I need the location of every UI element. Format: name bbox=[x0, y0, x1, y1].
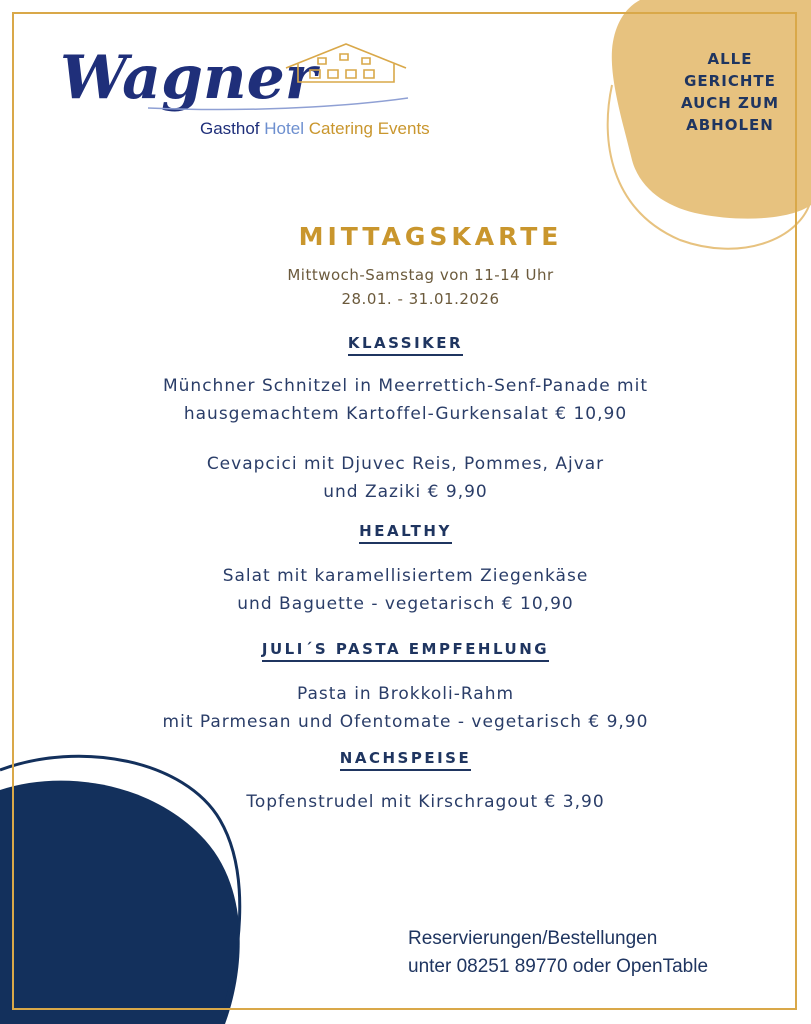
logo-wordmark: Wagner bbox=[60, 43, 317, 113]
gold-frame bbox=[12, 12, 797, 1010]
logo bbox=[58, 30, 448, 140]
badge-line: AUCH ZUM bbox=[680, 94, 780, 112]
dish-line: Münchner Schnitzel in Meerrettich-Senf-Panade mit bbox=[162, 376, 649, 396]
section-heading-nachspeise: NACHSPEISE bbox=[0, 749, 811, 767]
badge-line: GERICHTE bbox=[684, 72, 776, 90]
logo-graphic bbox=[58, 30, 448, 140]
menu-title: MITTAGSKARTE bbox=[298, 222, 563, 251]
dish-line: Cevapcici mit Djuvec Reis, Pommes, Ajvar bbox=[206, 454, 605, 474]
badge-line: ALLE bbox=[707, 50, 753, 68]
dish-line: Pasta in Brokkoli-Rahm bbox=[296, 684, 515, 704]
dish-line: Topfenstrudel mit Kirschragout € 3,90 bbox=[246, 792, 605, 812]
logo-tagline-gasthof: Gasthof bbox=[200, 119, 260, 138]
dish-line: und Baguette - vegetarisch € 10,90 bbox=[237, 594, 574, 614]
logo-tagline-hotel: Hotel bbox=[264, 119, 304, 138]
takeaway-badge bbox=[660, 48, 800, 136]
section-heading-klassiker: KLASSIKER bbox=[0, 334, 811, 352]
menu-hours: Mittwoch-Samstag von 11-14 Uhr bbox=[287, 266, 554, 284]
dish-salat bbox=[0, 562, 811, 618]
dish-line: Salat mit karamellisiertem Ziegenkäse bbox=[222, 566, 589, 586]
logo-tagline-catering: Catering bbox=[308, 119, 373, 138]
contact-info bbox=[408, 925, 708, 981]
dish-schnitzel bbox=[0, 372, 811, 428]
svg-text:Gasthof Hotel bbox=[200, 119, 430, 138]
dish-cevapcici bbox=[0, 450, 811, 506]
dish-line: und Zaziki € 9,90 bbox=[323, 482, 488, 502]
badge-line: ABHOLEN bbox=[686, 116, 774, 134]
section-heading-pasta: JULI´S PASTA EMPFEHLUNG bbox=[0, 640, 811, 658]
logo-tagline-events: Events bbox=[377, 119, 430, 138]
menu-dates: 28.01. - 31.01.2026 bbox=[341, 290, 500, 308]
section-heading-healthy: HEALTHY bbox=[0, 522, 811, 540]
dish-topfenstrudel bbox=[20, 788, 811, 816]
contact-phone: unter 08251 89770 oder OpenTable bbox=[408, 956, 709, 977]
dish-line: mit Parmesan und Ofentomate - vegetarisch € 9,90 bbox=[162, 712, 649, 732]
dish-pasta bbox=[0, 680, 811, 736]
dish-line: hausgemachtem Kartoffel-Gurkensalat € 10,90 bbox=[183, 404, 628, 424]
contact-line: Reservierungen/Bestellungen bbox=[408, 928, 658, 949]
